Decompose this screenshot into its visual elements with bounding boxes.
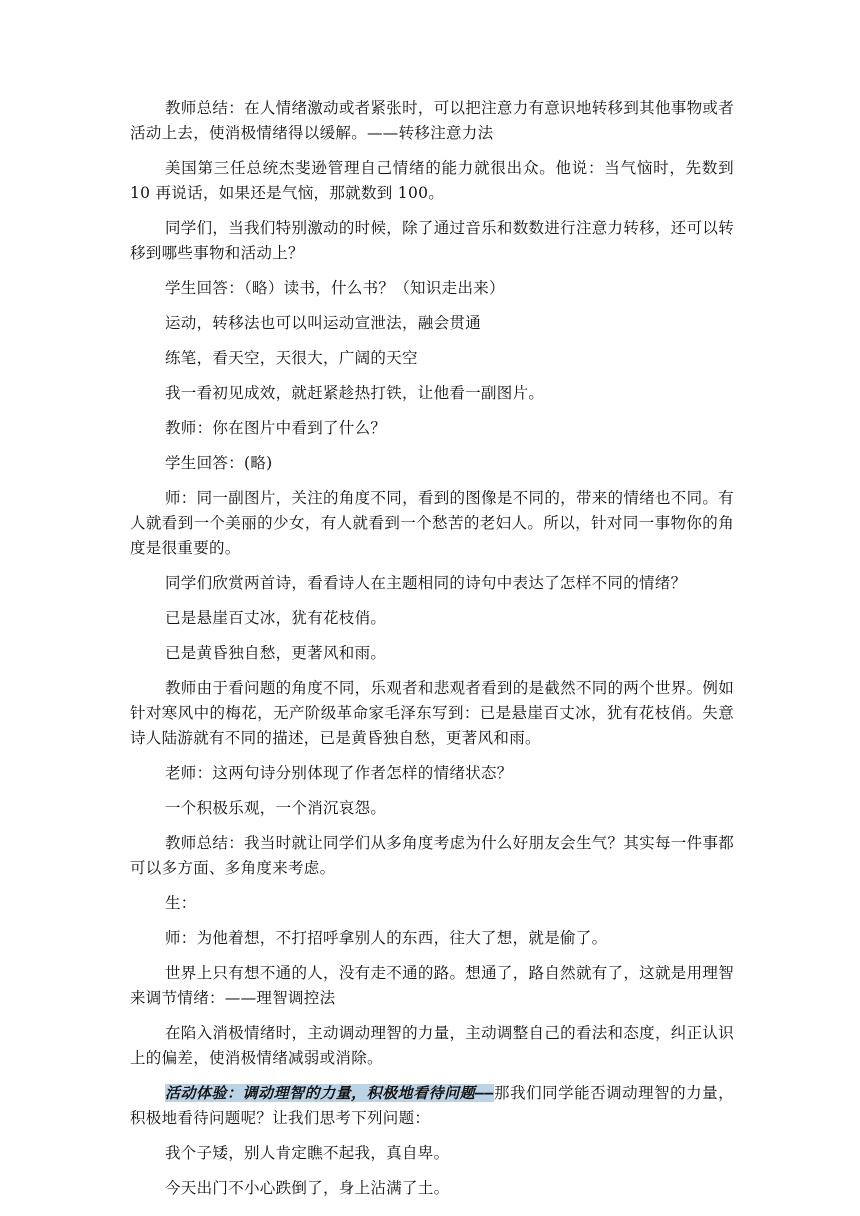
paragraph-reason-control: 世界上只有想不通的人，没有走不通的路。想通了，路自然就有了，这就是用理智来调节情绪：——理智调控法 xyxy=(130,964,734,1007)
paragraph-negative-emotion: 在陷入消极情绪时，主动调动理智的力量，主动调整自己的看法和态度，纠正认识上的偏差，使消极情绪减弱或消除。 xyxy=(130,1024,734,1067)
paragraph-teacher-summary-distraction: 教师总结：在人情绪激动或者紧张时，可以把注意力有意识地转移到其他事物或者活动上去，使消极情绪得以缓解。——转移注意力法 xyxy=(130,99,734,142)
paragraph-answer-emotion: 一个积极乐观，一个消沉哀怨。 xyxy=(165,799,387,817)
paragraph-activity-experience xyxy=(130,1081,734,1131)
paragraph-teacher-question-picture: 教师：你在图片中看到了什么？ xyxy=(165,419,387,437)
paragraph-short-stature: 我个子矮，别人肯定瞧不起我，真自卑。 xyxy=(165,1144,450,1162)
paragraph-two-poems-question: 同学们欣赏两首诗，看看诗人在主题相同的诗句中表达了怎样不同的情绪？ xyxy=(165,574,687,592)
activity-text: 那我们同学能否调动理智的力量，积极地看待问题呢？让我们思考下列问题： xyxy=(130,1084,734,1127)
paragraph-jefferson-story: 美国第三任总统杰斐逊管理自己情绪的能力就很出众。他说：当气恼时，先数到 10 再说话，如果还是气恼，那就数到 100。 xyxy=(130,159,734,202)
activity-highlight: 活动体验：调动理智的力量，积极地看待问题—— xyxy=(165,1084,494,1102)
paragraph-picture-angle: 师：同一副图片，关注的角度不同，看到的图像是不同的，带来的情绪也不同。有人就看到一个美丽的少女，有人就看到一个愁苦的老妇人。所以，针对同一事物你的角度是很重要的。 xyxy=(130,489,734,557)
paragraph-teacher-summary-angles: 教师总结：我当时就让同学们从多角度考虑为什么好朋友会生气？其实每一件事都可以多方面、多角度来考虑。 xyxy=(130,834,734,877)
paragraph-optimist-pessimist: 教师由于看问题的角度不同，乐观者和悲观者看到的是截然不同的两个世界。例如针对寒风中的梅花，无产阶级革命家毛泽东写到：已是悬崖百丈冰，犹有花枝俏。失意诗人陆游就有不同的描述，已是黄昏独自愁，更著风和雨。 xyxy=(130,679,734,747)
paragraph-teacher-think-for-him: 师：为他着想，不打招呼拿别人的东西，往大了想，就是偷了。 xyxy=(165,929,608,947)
paragraph-teacher-question-emotion: 老师：这两句诗分别体现了作者怎样的情绪状态？ xyxy=(165,764,513,782)
document-page xyxy=(130,96,734,1211)
paragraph-writing-sky: 练笔，看天空，天很大，广阔的天空 xyxy=(165,349,418,367)
paragraph-question-other-activities: 同学们，当我们特别激动的时候，除了通过音乐和数数进行注意力转移，还可以转移到哪些事物和活动上？ xyxy=(130,219,734,262)
paragraph-student-label: 生： xyxy=(165,894,197,912)
paragraph-student-answer-reading: 学生回答：（略）读书，什么书？（知识走出来） xyxy=(165,279,505,297)
paragraph-poem-line-2: 已是黄昏独自愁，更著风和雨。 xyxy=(165,644,387,662)
paragraph-show-picture: 我一看初见成效，就赶紧趁热打铁，让他看一副图片。 xyxy=(165,384,545,402)
paragraph-poem-line-1: 已是悬崖百丈冰，犹有花枝俏。 xyxy=(165,609,387,627)
paragraph-exercise: 运动，转移法也可以叫运动宣泄法，融会贯通 xyxy=(165,314,482,332)
paragraph-student-answer-omitted: 学生回答：(略) xyxy=(165,454,273,472)
paragraph-fell-down: 今天出门不小心跌倒了，身上沾满了土。 xyxy=(165,1179,450,1197)
